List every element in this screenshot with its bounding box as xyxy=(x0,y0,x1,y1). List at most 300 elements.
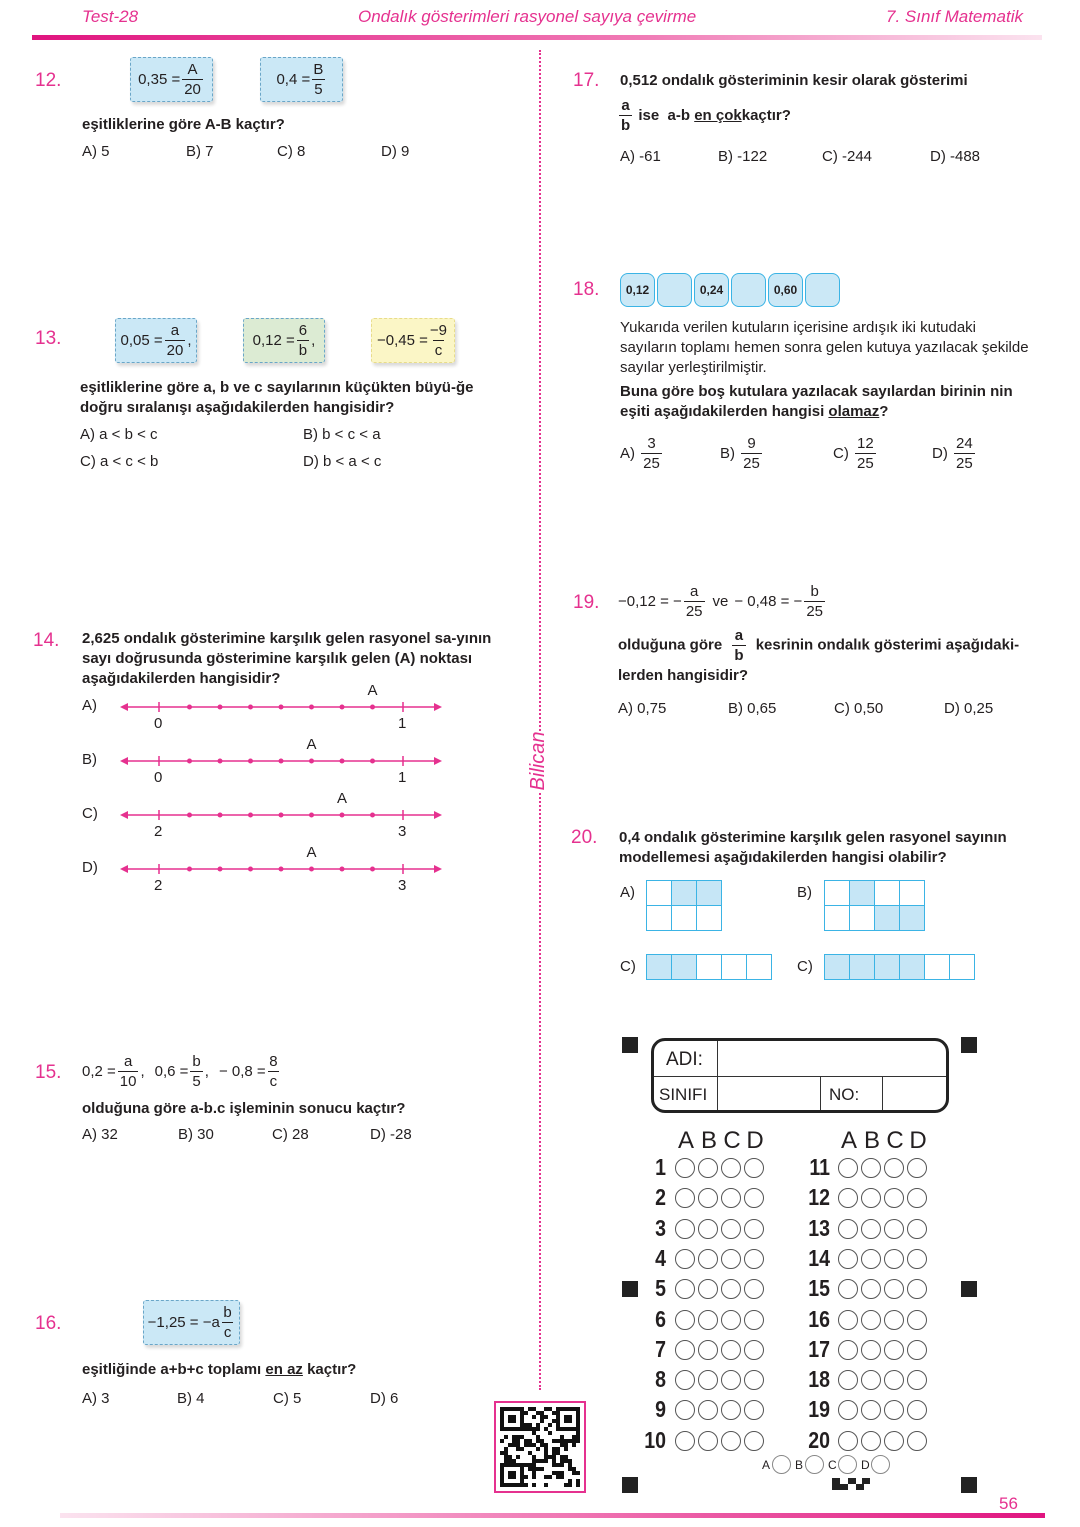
sequence-box-empty xyxy=(805,273,840,307)
tick-dot xyxy=(218,705,223,710)
model-grid[interactable] xyxy=(824,954,974,979)
answer-bubble-17-d[interactable] xyxy=(907,1340,927,1360)
qr-module xyxy=(572,1443,576,1447)
tick-dot xyxy=(309,867,314,872)
conjunction: ve xyxy=(712,593,729,610)
eq-lhs: 0,05 = xyxy=(120,332,163,349)
qr-module xyxy=(576,1471,580,1475)
option-d[interactable]: D) 9 xyxy=(381,143,410,160)
answer-bubble-7-b[interactable] xyxy=(698,1340,718,1360)
question-stem: eşitliklerine göre A-B kaçtır? xyxy=(82,116,285,133)
qr-module xyxy=(520,1447,524,1451)
option-a[interactable]: A) 32 xyxy=(82,1126,118,1143)
barcode-marker xyxy=(832,1478,870,1490)
point-label: A xyxy=(337,790,348,807)
answer-bubble-20-d[interactable] xyxy=(907,1431,927,1451)
row-number: 5 xyxy=(655,1275,666,1302)
row-number: 15 xyxy=(808,1275,830,1302)
option-label[interactable]: A) xyxy=(82,697,97,714)
answer-bubble-9-c[interactable] xyxy=(721,1400,741,1420)
numerator: 12 xyxy=(857,435,874,452)
arrow-left-icon xyxy=(120,865,128,873)
qr-module xyxy=(544,1483,548,1487)
answer-bubble-16-c[interactable] xyxy=(884,1310,904,1330)
shaded-cell xyxy=(671,880,697,906)
legend-label: A xyxy=(762,1458,771,1472)
empty-cell xyxy=(874,880,900,906)
tick-dot xyxy=(370,705,375,710)
tick-dot xyxy=(340,759,345,764)
row-number: 6 xyxy=(655,1305,666,1332)
answer-bubble-14-d[interactable] xyxy=(907,1249,927,1269)
answer-bubble-8-c[interactable] xyxy=(721,1370,741,1390)
shaded-cell xyxy=(824,954,850,980)
tick-dot xyxy=(248,759,253,764)
answer-bubble-11-a[interactable] xyxy=(838,1158,858,1178)
option-d[interactable]: D) -488 xyxy=(930,148,981,165)
qr-module xyxy=(576,1483,580,1487)
option-b[interactable] xyxy=(720,434,764,473)
option-c[interactable]: C) a < c < b xyxy=(80,453,159,470)
answer-bubble-6-c[interactable] xyxy=(721,1310,741,1330)
qr-module xyxy=(524,1483,528,1487)
answer-bubble-4-d[interactable] xyxy=(744,1249,764,1269)
empty-cell xyxy=(696,905,722,931)
option-b[interactable]: B) 4 xyxy=(177,1390,205,1407)
legend-bubble xyxy=(838,1455,857,1474)
equation-box xyxy=(371,318,455,363)
empty-cell xyxy=(899,880,925,906)
answer-bubble-9-d[interactable] xyxy=(744,1400,764,1420)
empty-cell xyxy=(924,954,950,980)
denominator: 5 xyxy=(314,81,323,98)
answer-bubble-8-a[interactable] xyxy=(675,1370,695,1390)
answer-bubble-15-b[interactable] xyxy=(861,1279,881,1299)
qr-module xyxy=(536,1447,540,1451)
answer-bubble-17-b[interactable] xyxy=(861,1340,881,1360)
numerator: b xyxy=(223,1304,232,1321)
answer-bubble-17-a[interactable] xyxy=(838,1340,858,1360)
column-header: D xyxy=(746,1127,764,1154)
stem-text: olduğuna göre xyxy=(618,636,723,654)
option-b[interactable]: B) b < c < a xyxy=(303,426,381,443)
answer-bubble-1-b[interactable] xyxy=(698,1158,718,1178)
option-c[interactable]: C) 5 xyxy=(273,1390,302,1407)
row-number: 12 xyxy=(808,1184,830,1211)
option-label: C) xyxy=(833,445,849,462)
alignment-mark xyxy=(622,1477,638,1493)
eq-lhs: 0,2 = xyxy=(82,1063,116,1080)
answer-bubble-15-d[interactable] xyxy=(907,1279,927,1299)
equation-box xyxy=(130,57,213,102)
topic-title: Ondalık gösterimleri rasyonel sayıya çevirme xyxy=(358,7,697,26)
option-a[interactable]: A) a < b < c xyxy=(80,426,158,443)
answer-bubble-10-c[interactable] xyxy=(721,1431,741,1451)
option-b[interactable]: B) 7 xyxy=(186,143,214,160)
sequence-box: 0,12 xyxy=(620,273,655,307)
denominator: c xyxy=(434,342,443,359)
stem-text: ise a-b xyxy=(634,106,695,124)
shaded-cell xyxy=(696,880,722,906)
answer-bubble-13-a[interactable] xyxy=(838,1219,858,1239)
eq-lhs: 0,12 = xyxy=(252,332,295,349)
answer-bubble-9-b[interactable] xyxy=(698,1400,718,1420)
stem-emphasis: en az xyxy=(265,1361,303,1378)
arrow-right-icon xyxy=(434,757,442,765)
qr-module xyxy=(524,1475,528,1479)
qr-module xyxy=(512,1419,516,1423)
tick-dot xyxy=(370,813,375,818)
answer-bubble-17-c[interactable] xyxy=(884,1340,904,1360)
question-text: Yukarıda verilen kutuların içerisine ardışık iki kutudaki sayıların toplamı hemen sonra gelen kutuya yazılacak şekilde sayılar yerleştirilmiştir. xyxy=(620,319,1029,376)
alignment-mark xyxy=(961,1477,977,1493)
answer-bubble-20-b[interactable] xyxy=(861,1431,881,1451)
qr-module xyxy=(548,1423,552,1427)
option-d[interactable]: D) 6 xyxy=(370,1390,399,1407)
question-stem: 2,625 ondalık gösterimine karşılık gelen rasyonel sa-yının sayı doğrusunda gösterimine karşılık gelen (A) noktası aşağıdakilerden hangisidir? xyxy=(82,630,492,687)
answer-bubble-12-c[interactable] xyxy=(884,1188,904,1208)
denominator: 5 xyxy=(192,1073,201,1090)
option-c[interactable]: C) -244 xyxy=(822,148,873,165)
answer-bubble-7-c[interactable] xyxy=(721,1340,741,1360)
column-header: C xyxy=(723,1127,741,1154)
shaded-cell xyxy=(899,905,925,931)
tick-label: 1 xyxy=(398,715,407,732)
answer-bubble-10-a[interactable] xyxy=(675,1431,695,1451)
answer-bubble-15-a[interactable] xyxy=(838,1279,858,1299)
tick-label: 2 xyxy=(154,823,163,840)
answer-bubble-18-b[interactable] xyxy=(861,1370,881,1390)
answer-bubble-11-b[interactable] xyxy=(861,1158,881,1178)
answer-bubble-10-d[interactable] xyxy=(744,1431,764,1451)
comma: , xyxy=(311,332,316,349)
column-header: B xyxy=(700,1127,717,1154)
qr-module xyxy=(532,1475,536,1479)
empty-cell xyxy=(949,954,975,980)
tick-dot xyxy=(248,813,253,818)
numerator: B xyxy=(313,61,324,78)
answer-bubble-18-d[interactable] xyxy=(907,1370,927,1390)
legend-bubble xyxy=(871,1455,890,1474)
name-field[interactable] xyxy=(720,1043,948,1075)
tick-dot xyxy=(218,759,223,764)
question-number: 13. xyxy=(35,328,62,349)
question-number: 16. xyxy=(35,1313,62,1334)
comma: , xyxy=(204,1063,209,1080)
empty-cell xyxy=(721,954,747,980)
qr-module xyxy=(504,1435,508,1439)
option-a[interactable]: A) -61 xyxy=(620,148,661,165)
tick-dot xyxy=(340,813,345,818)
answer-bubble-6-b[interactable] xyxy=(698,1310,718,1330)
row-number: 11 xyxy=(809,1154,830,1180)
tick-dot xyxy=(218,867,223,872)
qr-module xyxy=(568,1483,572,1487)
tick-dot xyxy=(218,813,223,818)
row-number: 7 xyxy=(655,1335,666,1362)
eq-lhs: 0,6 = xyxy=(154,1063,189,1080)
answer-bubble-18-c[interactable] xyxy=(884,1370,904,1390)
tick-dot xyxy=(309,705,314,710)
qr-module xyxy=(548,1431,552,1435)
option-a[interactable]: A) 3 xyxy=(82,1390,110,1407)
question-stem xyxy=(82,1360,356,1380)
footer-divider xyxy=(60,1513,1045,1518)
question-stem: eşitliklerine göre a, b ve c sayılarının küçükten büyü-ğe doğru sıralanışı aşağıdakilerden hangisidir? xyxy=(80,379,474,416)
option-d[interactable]: D) b < a < c xyxy=(303,453,382,470)
option-label[interactable]: D) xyxy=(82,859,98,876)
numerator: 3 xyxy=(647,435,656,452)
option-c[interactable]: C) 8 xyxy=(277,143,306,160)
point-label: A xyxy=(306,736,317,753)
answer-bubble-16-d[interactable] xyxy=(907,1310,927,1330)
denominator: 10 xyxy=(119,1073,137,1090)
option-a[interactable]: A) 5 xyxy=(82,143,110,160)
answer-bubble-15-c[interactable] xyxy=(884,1279,904,1299)
row-number: 18 xyxy=(808,1366,830,1393)
tick-dot xyxy=(370,759,375,764)
model-grid[interactable] xyxy=(646,954,771,979)
answer-bubble-1-d[interactable] xyxy=(744,1158,764,1178)
answer-bubble-19-c[interactable] xyxy=(884,1400,904,1420)
qr-module xyxy=(532,1415,536,1419)
stem-emphasis: olamaz xyxy=(828,403,880,420)
qr-module xyxy=(540,1419,544,1423)
column-header: D xyxy=(909,1127,927,1154)
option-label: B) xyxy=(720,445,735,462)
option-c[interactable] xyxy=(833,434,878,473)
stem-text: kaçtır? xyxy=(741,106,791,124)
answer-bubble-4-b[interactable] xyxy=(698,1249,718,1269)
qr-module xyxy=(512,1475,516,1479)
row-number: 19 xyxy=(808,1396,830,1423)
column-header: A xyxy=(840,1127,857,1154)
numerator: A xyxy=(187,61,198,78)
empty-cell xyxy=(696,954,722,980)
answer-bubble-4-a[interactable] xyxy=(675,1249,695,1269)
question-stem xyxy=(618,626,1048,687)
denominator: c xyxy=(223,1324,232,1341)
numerator: 6 xyxy=(298,322,308,339)
stem-text: kesrinin ondalık gösterimi aşağıdaki-lerden hangisidir? xyxy=(618,636,1020,684)
option-label[interactable]: C) xyxy=(797,958,813,975)
empty-cell xyxy=(646,880,672,906)
arrow-left-icon xyxy=(120,811,128,819)
answer-bubble-5-b[interactable] xyxy=(698,1279,718,1299)
numerator: 8 xyxy=(269,1053,278,1070)
answer-bubble-16-a[interactable] xyxy=(838,1310,858,1330)
option-label[interactable]: C) xyxy=(82,805,98,822)
option-label[interactable]: B) xyxy=(82,751,97,768)
answer-bubble-5-d[interactable] xyxy=(744,1279,764,1299)
option-label[interactable]: A) xyxy=(620,884,635,901)
answer-bubble-20-c[interactable] xyxy=(884,1431,904,1451)
answer-bubble-16-b[interactable] xyxy=(861,1310,881,1330)
option-a[interactable] xyxy=(620,434,664,473)
answer-bubble-13-d[interactable] xyxy=(907,1219,927,1239)
answer-bubble-3-c[interactable] xyxy=(721,1219,741,1239)
row-number: 10 xyxy=(644,1426,666,1453)
answer-bubble-19-b[interactable] xyxy=(861,1400,881,1420)
answer-bubble-2-d[interactable] xyxy=(744,1188,764,1208)
point-label: A xyxy=(306,844,317,861)
answer-bubble-8-b[interactable] xyxy=(698,1370,718,1390)
denominator: 25 xyxy=(806,603,824,620)
qr-module xyxy=(576,1439,580,1443)
answer-bubble-3-d[interactable] xyxy=(744,1219,764,1239)
answer-bubble-2-c[interactable] xyxy=(721,1188,741,1208)
denominator: 25 xyxy=(743,455,760,472)
shaded-cell xyxy=(849,880,875,906)
class-label: SINIFI xyxy=(659,1085,708,1104)
sequence-box: 0,24 xyxy=(694,273,729,307)
answer-bubble-18-a[interactable] xyxy=(838,1370,858,1390)
question-stem: 0,4 ondalık gösterimine karşılık gelen rasyonel sayının modellemesi aşağıdakilerden hangisi olabilir? xyxy=(619,829,1007,866)
question-stem xyxy=(620,382,1030,422)
answer-bubble-20-a[interactable] xyxy=(838,1431,858,1451)
answer-bubble-3-b[interactable] xyxy=(698,1219,718,1239)
option-a[interactable]: A) 0,75 xyxy=(618,700,667,717)
answer-bubble-10-b[interactable] xyxy=(698,1431,718,1451)
equations xyxy=(618,582,827,621)
question-stem: 0,512 ondalık gösteriminin kesir olarak gösterimi xyxy=(620,72,968,89)
question-number: 17. xyxy=(573,70,600,91)
option-d[interactable] xyxy=(932,434,977,473)
column-header: A xyxy=(677,1127,694,1154)
answer-bubble-14-c[interactable] xyxy=(884,1249,904,1269)
alignment-mark xyxy=(622,1037,638,1053)
qr-code[interactable] xyxy=(494,1401,586,1493)
row-number: 16 xyxy=(808,1305,830,1332)
numerator: a xyxy=(170,322,180,339)
answer-bubble-14-b[interactable] xyxy=(861,1249,881,1269)
tick-dot xyxy=(340,867,345,872)
arrow-left-icon xyxy=(120,703,128,711)
column-header: B xyxy=(863,1127,880,1154)
watermark: Bilican xyxy=(527,731,553,791)
eq-lhs: 0,35 = xyxy=(138,71,181,88)
answer-bubble-7-d[interactable] xyxy=(744,1340,764,1360)
answer-bubble-19-a[interactable] xyxy=(838,1400,858,1420)
answer-bubble-11-c[interactable] xyxy=(884,1158,904,1178)
answer-bubble-19-d[interactable] xyxy=(907,1400,927,1420)
option-d[interactable]: D) 0,25 xyxy=(944,700,994,717)
alignment-mark xyxy=(961,1281,977,1297)
column-header: C xyxy=(886,1127,904,1154)
column-divider xyxy=(539,50,541,1390)
qr-module xyxy=(540,1467,544,1471)
tick-dot xyxy=(279,867,284,872)
number-label: NO: xyxy=(829,1085,860,1104)
shaded-cell xyxy=(874,905,900,931)
empty-cell xyxy=(824,905,850,931)
answer-bubble-13-b[interactable] xyxy=(861,1219,881,1239)
answer-bubble-1-a[interactable] xyxy=(675,1158,695,1178)
equation-box xyxy=(143,1300,240,1345)
tick-label: 0 xyxy=(154,769,163,786)
model-grid[interactable] xyxy=(824,880,924,930)
denominator: 25 xyxy=(685,603,703,620)
answer-bubble-3-a[interactable] xyxy=(675,1219,695,1239)
row-number: 2 xyxy=(655,1184,666,1211)
tick-dot xyxy=(279,705,284,710)
tick-dot xyxy=(248,867,253,872)
answer-bubble-1-c[interactable] xyxy=(721,1158,741,1178)
option-c[interactable]: C) 28 xyxy=(272,1126,309,1143)
question-number: 15. xyxy=(35,1062,62,1083)
numerator: b xyxy=(810,583,819,600)
answer-bubble-11-d[interactable] xyxy=(907,1158,927,1178)
answer-bubble-2-a[interactable] xyxy=(675,1188,695,1208)
tick-dot xyxy=(187,867,192,872)
point-label: A xyxy=(367,682,378,699)
answer-bubble-4-c[interactable] xyxy=(721,1249,741,1269)
answer-bubble-12-d[interactable] xyxy=(907,1188,927,1208)
answer-bubble-9-a[interactable] xyxy=(675,1400,695,1420)
number-field[interactable] xyxy=(885,1078,947,1112)
answer-bubble-5-c[interactable] xyxy=(721,1279,741,1299)
tick-dot xyxy=(309,759,314,764)
qr-module xyxy=(560,1463,564,1467)
model-grid[interactable] xyxy=(646,880,721,930)
answer-bubble-12-a[interactable] xyxy=(838,1188,858,1208)
qr-module xyxy=(536,1427,540,1431)
question-stem-line2 xyxy=(617,96,791,135)
eq-lhs: −1,25 = −a xyxy=(147,1314,220,1331)
question-number: 12. xyxy=(35,70,62,91)
stem-text: kaçtır? xyxy=(302,1361,357,1378)
denominator: 20 xyxy=(184,81,201,98)
class-field[interactable] xyxy=(720,1078,819,1112)
answer-bubble-6-d[interactable] xyxy=(744,1310,764,1330)
tick-label: 3 xyxy=(398,823,407,840)
option-label[interactable]: C) xyxy=(620,958,636,975)
option-label: D) xyxy=(932,445,948,462)
answer-bubble-5-a[interactable] xyxy=(675,1279,695,1299)
option-b[interactable]: B) 30 xyxy=(178,1126,214,1143)
qr-module xyxy=(500,1439,504,1443)
legend-label: B xyxy=(795,1458,804,1472)
option-b[interactable]: B) 0,65 xyxy=(728,700,777,717)
tick-dot xyxy=(279,813,284,818)
answer-bubble-12-b[interactable] xyxy=(861,1188,881,1208)
arrow-right-icon xyxy=(434,811,442,819)
tick-label: 2 xyxy=(154,877,163,894)
tick-dot xyxy=(279,759,284,764)
qr-module xyxy=(564,1447,568,1451)
legend-bubble xyxy=(772,1455,791,1474)
tick-label: 3 xyxy=(398,877,407,894)
answer-bubble-2-b[interactable] xyxy=(698,1188,718,1208)
equation-box xyxy=(115,318,197,363)
option-d[interactable]: D) -28 xyxy=(370,1126,412,1143)
answer-bubble-14-a[interactable] xyxy=(838,1249,858,1269)
option-b[interactable]: B) -122 xyxy=(718,148,768,165)
tick-dot xyxy=(340,705,345,710)
answer-bubble-6-a[interactable] xyxy=(675,1310,695,1330)
eq-lhs: −0,45 = xyxy=(377,332,428,349)
answer-bubble-7-a[interactable] xyxy=(675,1340,695,1360)
option-label[interactable]: B) xyxy=(797,884,812,901)
option-c[interactable]: C) 0,50 xyxy=(834,700,884,717)
student-info-box xyxy=(651,1038,949,1113)
row-number: 20 xyxy=(808,1426,830,1453)
header-divider xyxy=(32,35,1042,40)
answer-bubble-13-c[interactable] xyxy=(884,1219,904,1239)
row-number: 8 xyxy=(655,1366,666,1393)
qr-module xyxy=(516,1455,520,1459)
answer-bubble-8-d[interactable] xyxy=(744,1370,764,1390)
